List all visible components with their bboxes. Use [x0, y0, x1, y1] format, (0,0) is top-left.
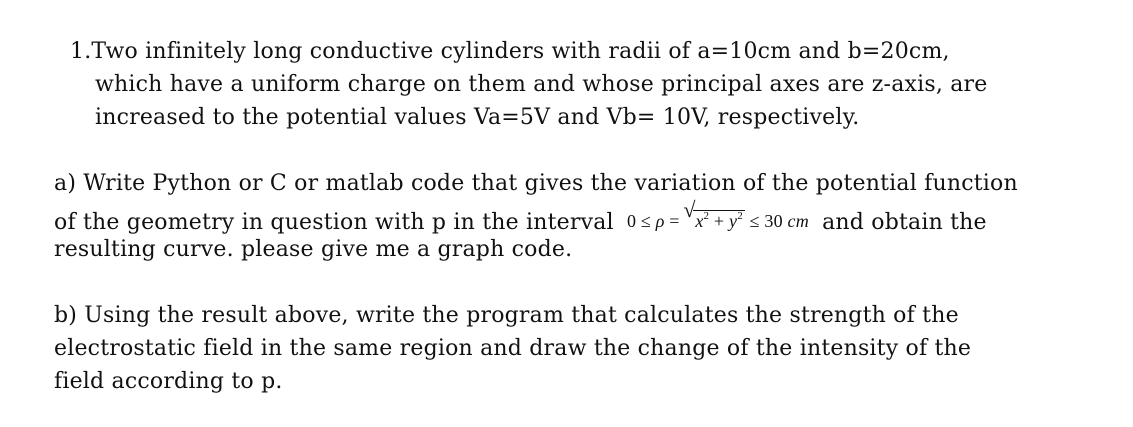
- question-number: 1.: [70, 39, 92, 64]
- part-b-line-3: field according to p.: [54, 369, 283, 394]
- part-a-line-2-tail: and obtain the: [822, 210, 987, 235]
- question-intro-line-2: which have a uniform charge on them and whose principal axes are z-axis, are: [95, 72, 988, 97]
- part-a-line-3: resulting curve. please give me a graph code.: [54, 237, 573, 262]
- formula-lower-bound: 0: [627, 211, 637, 231]
- sqrt-icon: √: [683, 197, 696, 222]
- formula-rho: ρ: [655, 211, 665, 231]
- formula-sqrt: [683, 197, 745, 238]
- rho-interval-formula: [627, 197, 809, 238]
- question-intro-line-1: [70, 35, 950, 68]
- part-a-line-2-text: of the geometry in question with p in the interval: [54, 210, 614, 235]
- question-intro-text-1: Two infinitely long conductive cylinders with radii of a=10cm and b=20cm,: [91, 39, 950, 64]
- formula-x: x: [695, 211, 704, 231]
- formula-plus: +: [713, 211, 725, 231]
- formula-unit: cm: [787, 211, 809, 231]
- formula-le-sign-2: ≤: [749, 211, 760, 231]
- part-a-line-1: a) Write Python or C or matlab code that gives the variation of the potential function: [54, 171, 1018, 196]
- formula-y: y: [728, 211, 738, 231]
- formula-y-exponent: 2: [737, 210, 743, 222]
- formula-equals: =: [669, 211, 680, 231]
- question-intro-line-3: increased to the potential values Va=5V and Vb= 10V, respectively.: [95, 105, 860, 130]
- formula-x-exponent: 2: [703, 210, 710, 222]
- part-b-line-1: b) Using the result above, write the program that calculates the strength of the: [54, 303, 959, 328]
- formula-radicand: [693, 210, 745, 231]
- formula-le-sign: ≤: [640, 211, 651, 231]
- part-b-line-2: electrostatic field in the same region and draw the change of the intensity of the: [54, 336, 972, 361]
- formula-upper-bound: 30: [764, 211, 783, 231]
